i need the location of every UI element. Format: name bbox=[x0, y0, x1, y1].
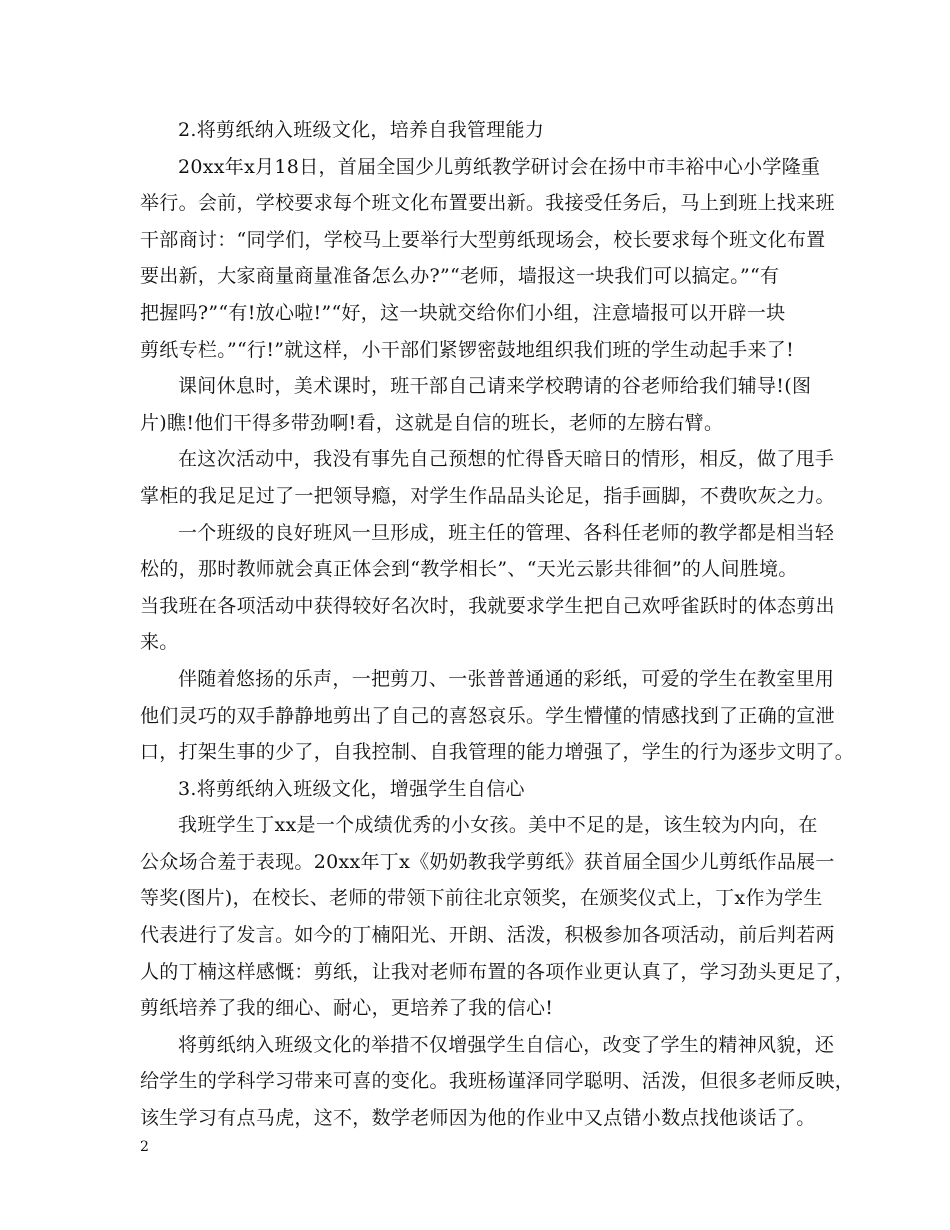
paragraph-line: 等奖(图片)，在校长、老师的带领下前往北京领奖，在颁奖仪式上，丁x作为学生 bbox=[140, 887, 823, 910]
paragraph-line: 我班学生丁xx是一个成绩优秀的小女孩。美中不足的是，该生较为内向，在 bbox=[178, 814, 818, 837]
paragraph-line: 当我班在各项活动中获得较好名次时，我就要求学生把自己欢呼雀跃时的体态剪出 bbox=[140, 594, 835, 617]
paragraph-line: 人的丁楠这样感慨：剪纸，让我对老师布置的各项作业更认真了，学习劲头更足了， bbox=[140, 960, 855, 983]
paragraph-line: 片)瞧!他们干得多带劲啊!看，这就是自信的班长，老师的左膀右臂。 bbox=[140, 411, 724, 434]
paragraph-line: 他们灵巧的双手静静地剪出了自己的喜怒哀乐。学生懵懂的情感找到了正确的宣泄 bbox=[140, 704, 835, 727]
paragraph-line: 把握吗?”“有!放心啦!”“好，这一块就交给你们小组，注意墙报可以开辟一块 bbox=[140, 301, 786, 324]
page-number: 2 bbox=[140, 1139, 149, 1155]
paragraph-line: 来。 bbox=[140, 631, 179, 654]
paragraph-line: 伴随着悠扬的乐声，一把剪刀、一张普普通通的彩纸，可爱的学生在教室里用 bbox=[178, 667, 835, 690]
section-heading-2: 2.将剪纸纳入班级文化，培养自我管理能力 bbox=[178, 119, 545, 141]
paragraph-line: 剪纸专栏。”“行!”就这样，小干部们紧锣密鼓地组织我们班的学生动起手来了! bbox=[140, 338, 795, 361]
paragraph-line: 课间休息时，美术课时，班干部自己请来学校聘请的谷老师给我们辅导!(图 bbox=[178, 375, 812, 398]
paragraph-line: 剪纸培养了我的细心、耐心，更培养了我的信心! bbox=[140, 997, 554, 1020]
paragraph-line: 公众场合羞于表现。20xx年丁x《奶奶教我学剪纸》获首届全国少儿剪纸作品展一 bbox=[140, 850, 835, 873]
section-heading-3: 3.将剪纸纳入班级文化，增强学生自信心 bbox=[178, 777, 525, 800]
paragraph-line: 20xx年x月18日，首届全国少儿剪纸教学研讨会在扬中市丰裕中心小学隆重 bbox=[178, 155, 821, 178]
paragraph-line: 松的，那时教师就会真正体会到“教学相长”、“天光云影共徘徊”的人间胜境。 bbox=[140, 558, 798, 581]
paragraph-line: 举行。会前，学校要求每个班文化布置要出新。我接受任务后，马上到班上找来班 bbox=[140, 192, 835, 215]
paragraph-line: 将剪纸纳入班级文化的举措不仅增强学生自信心，改变了学生的精神风貌，还 bbox=[178, 1033, 835, 1056]
paragraph-line: 代表进行了发言。如今的丁楠阳光、开朗、活泼，积极参加各项活动，前后判若两 bbox=[140, 924, 835, 947]
paragraph-line: 干部商讨：“同学们，学校马上要举行大型剪纸现场会，校长要求每个班文化布置 bbox=[140, 228, 826, 251]
paragraph-line: 给学生的学科学习带来可喜的变化。我班杨谨泽同学聪明、活泼，但很多老师反映， bbox=[140, 1070, 855, 1093]
document-body bbox=[140, 112, 855, 1137]
paragraph-line: 要出新，大家商量商量准备怎么办?”“老师，墙报这一块我们可以搞定。”“有 bbox=[140, 265, 780, 288]
paragraph-line: 在这次活动中，我没有事先自己预想的忙得昏天暗日的情形，相反，做了甩手 bbox=[178, 448, 835, 471]
paragraph-line: 一个班级的良好班风一旦形成，班主任的管理、各科任老师的教学都是相当轻 bbox=[178, 521, 835, 544]
paragraph-line: 掌柜的我足足过了一把领导瘾，对学生作品品头论足，指手画脚，不费吹灰之力。 bbox=[140, 484, 835, 507]
paragraph-line: 该生学习有点马虎，这不，数学老师因为他的作业中又点错小数点找他谈话了。 bbox=[140, 1107, 816, 1130]
paragraph-line: 口，打架生事的少了，自我控制、自我管理的能力增强了，学生的行为逐步文明了。 bbox=[140, 741, 855, 764]
